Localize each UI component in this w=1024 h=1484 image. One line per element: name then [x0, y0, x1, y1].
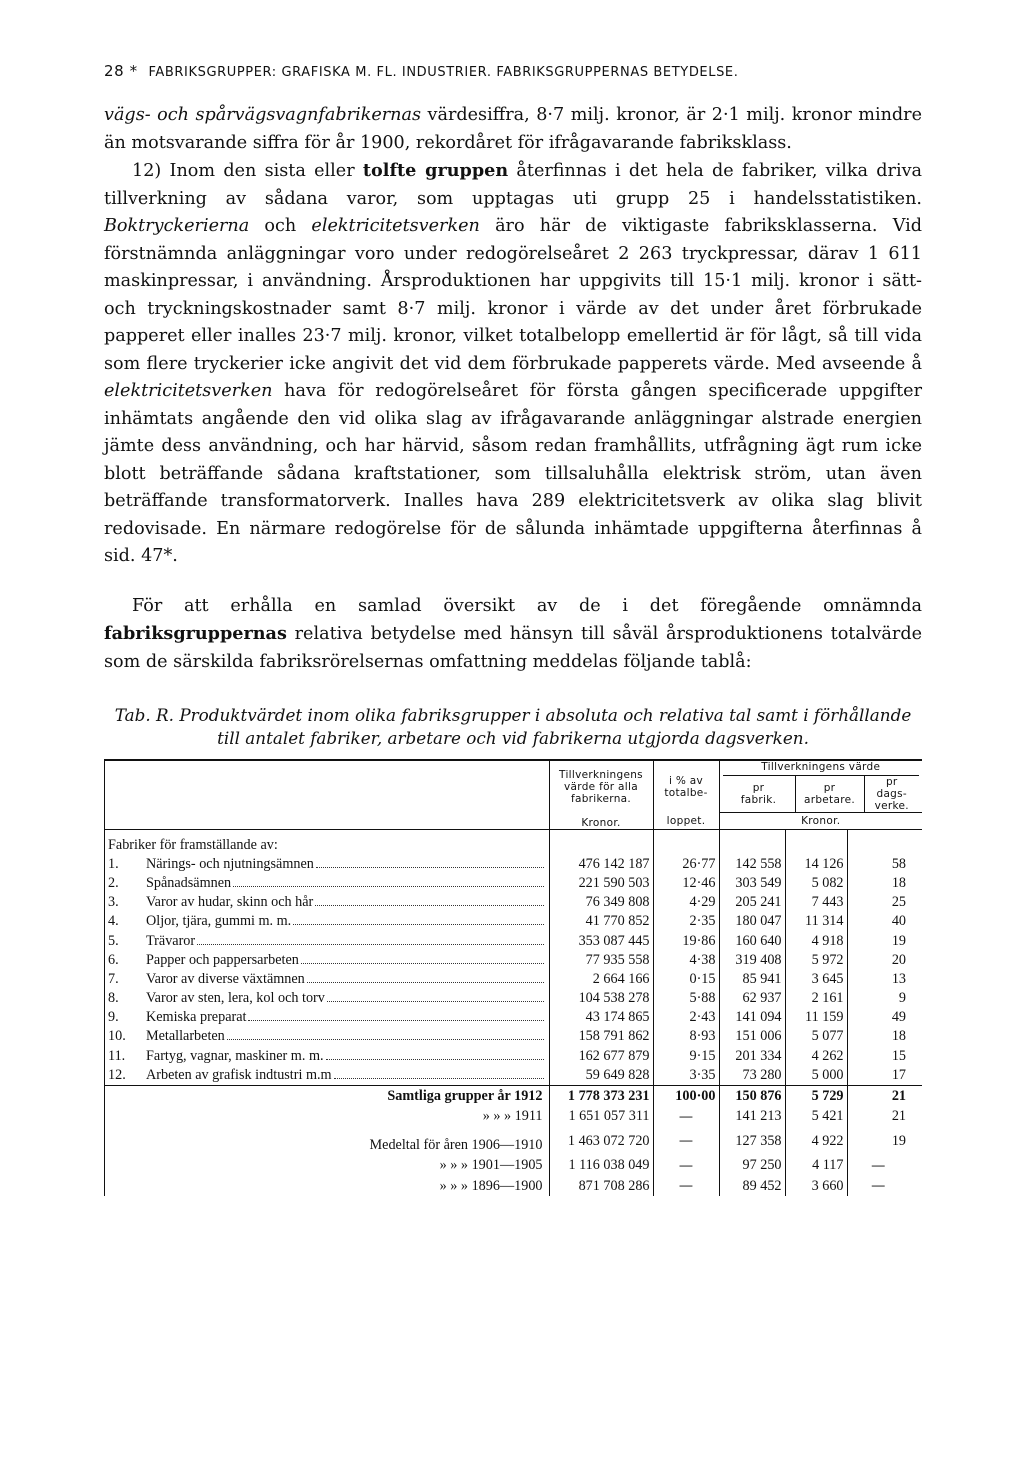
cell-per-day: 9	[847, 989, 922, 1008]
row-label-cell	[143, 989, 549, 1008]
cell-pct: 19·86	[653, 931, 719, 950]
paragraph-3-text-a: För att erhålla en samlad översikt av de i det föregående omnämnda	[132, 595, 922, 616]
cell-value: 104 538 278	[549, 989, 653, 1008]
cell-per-worker: 7 443	[785, 893, 847, 912]
cell-pct: —	[653, 1106, 719, 1127]
header-text: arbetare.	[803, 794, 855, 806]
leader-dots	[248, 1020, 543, 1021]
cell-pct: 4·29	[653, 893, 719, 912]
header-col-per-day	[864, 776, 919, 812]
table-caption	[104, 704, 922, 749]
row-label: Varor av diverse växtämnen	[146, 970, 305, 987]
summary-label: Medeltal för åren 1906—1910	[369, 1136, 543, 1153]
leader-dots	[301, 963, 544, 964]
bold-term: tolfte gruppen	[362, 160, 509, 181]
paragraph-1	[104, 102, 922, 157]
cell-pct: 9·15	[653, 1047, 719, 1066]
cell-per-day: 15	[847, 1047, 922, 1066]
table-row	[105, 1008, 922, 1027]
cell-pct: 26·77	[653, 855, 719, 874]
leader-dots	[315, 905, 543, 906]
italic-term: Boktryckerierna	[104, 216, 250, 236]
caption-label: Tab. R.	[114, 705, 174, 725]
cell-pct: 100·00	[653, 1085, 719, 1106]
cell-per-factory: 85 941	[719, 970, 785, 989]
cell-per-factory: 141 094	[719, 1008, 785, 1027]
cell-per-day: —	[847, 1155, 922, 1176]
cell-value: 162 677 879	[549, 1047, 653, 1066]
header-col-pct	[653, 761, 719, 813]
cell-per-worker: 14 126	[785, 855, 847, 874]
header-col-per-factory	[723, 776, 796, 812]
cell-pct: —	[653, 1155, 719, 1176]
section-label: Fabriker för framställande av:	[108, 836, 278, 853]
cell-per-day: 40	[847, 912, 922, 931]
cell-per-factory: 205 241	[719, 893, 785, 912]
header-text: pr	[885, 776, 898, 788]
row-number: 6.	[108, 951, 119, 968]
cell-value: 1 116 038 049	[549, 1155, 653, 1176]
leader-dots	[197, 944, 543, 945]
cell-per-factory: 73 280	[719, 1066, 785, 1086]
table-row	[105, 989, 922, 1008]
cell-per-worker: 2 161	[785, 989, 847, 1008]
cell-per-worker: 4 922	[785, 1127, 847, 1156]
cell-per-day: 13	[847, 970, 922, 989]
paragraph-2-text-b: återfinnas i det hela de fabriker, vilka driva tillverkning av sådana varor, som upptagas uti grupp 25 i handelsstatistiken.	[104, 161, 923, 209]
row-number: 8.	[108, 990, 119, 1007]
row-label-cell	[143, 931, 549, 950]
cell-per-worker: 5 077	[785, 1027, 847, 1046]
header-text: värde för alla	[564, 780, 638, 793]
bold-term: fabriksgruppernas	[104, 623, 287, 644]
cell-per-factory: 89 452	[719, 1176, 785, 1197]
cell-per-factory: 62 937	[719, 989, 785, 1008]
cell-pct: —	[653, 1127, 719, 1156]
table-row	[105, 874, 922, 893]
header-text: fabrikerna.	[570, 792, 632, 805]
cell-per-factory: 303 549	[719, 874, 785, 893]
row-number: 2.	[108, 874, 119, 891]
row-number: 5.	[108, 932, 119, 949]
row-label: Trävaror	[146, 932, 196, 949]
paragraph-2-text-c: och	[264, 216, 297, 236]
row-label: Papper och pappersarbeten	[146, 951, 299, 968]
cell-per-factory: 97 250	[719, 1155, 785, 1176]
running-header	[104, 62, 922, 80]
cell-per-day: 21	[847, 1106, 922, 1127]
cell-per-worker: 11 314	[785, 912, 847, 931]
cell-per-worker: 5 082	[785, 874, 847, 893]
row-number: 3.	[108, 894, 119, 911]
cell-value: 871 708 286	[549, 1176, 653, 1197]
summary-row	[105, 1127, 922, 1156]
paragraph-3	[104, 593, 922, 677]
cell-pct: 0·15	[653, 970, 719, 989]
table-row	[105, 1027, 922, 1046]
row-label-cell	[143, 1027, 549, 1046]
row-label: Kemiska preparat	[146, 1009, 247, 1026]
cell-value: 353 087 445	[549, 931, 653, 950]
header-spacer	[105, 761, 549, 829]
cell-value: 43 174 865	[549, 1008, 653, 1027]
cell-pct: 2·43	[653, 1008, 719, 1027]
leader-dots	[307, 982, 544, 983]
table-row	[105, 931, 922, 950]
italic-term: elektricitetsverken	[311, 216, 480, 236]
cell-per-factory: 142 558	[719, 855, 785, 874]
page-number: 28 *	[104, 62, 138, 80]
table-row	[105, 970, 922, 989]
italic-term: elektricitetsverken	[104, 381, 273, 401]
row-label-cell	[143, 874, 549, 893]
summary-row	[105, 1155, 922, 1176]
summary-label: Samtliga grupper år 1912	[387, 1087, 543, 1104]
cell-per-factory: 180 047	[719, 912, 785, 931]
cell-pct: 12·46	[653, 874, 719, 893]
cell-per-worker: 3 660	[785, 1176, 847, 1197]
summary-label: » » » 1901—1905	[439, 1157, 543, 1174]
cell-value: 221 590 503	[549, 874, 653, 893]
row-label-cell	[143, 855, 549, 874]
cell-per-factory: 201 334	[719, 1047, 785, 1066]
cell-per-worker: 11 159	[785, 1008, 847, 1027]
cell-per-day: 18	[847, 1027, 922, 1046]
summary-row	[105, 1085, 922, 1106]
summary-row	[105, 1106, 922, 1127]
header-text: Tillverkningens	[559, 768, 643, 781]
cell-pct: 3·35	[653, 1066, 719, 1086]
row-number: 7.	[108, 970, 119, 987]
summary-row	[105, 1176, 922, 1197]
row-label: Varor av hudar, skinn och hår	[146, 894, 314, 911]
italic-term: vägs- och spårvägsvagnfabrikernas	[104, 105, 422, 125]
cell-value: 1 463 072 720	[549, 1127, 653, 1156]
row-label-cell	[143, 970, 549, 989]
cell-value: 77 935 558	[549, 951, 653, 970]
data-table	[104, 759, 922, 1196]
row-label: Fartyg, vagnar, maskiner m. m.	[146, 1047, 324, 1064]
cell-pct: 2·35	[653, 912, 719, 931]
table-row	[105, 1047, 922, 1066]
paragraph-1-text: värdesiffra, 8·7 milj. kronor, är 2·1 milj. kronor mindre än motsvarande siffra för år 1900, rekordåret för ifrågavarande fabriksklass.	[104, 105, 922, 153]
leader-dots	[327, 1001, 544, 1002]
table-row	[105, 951, 922, 970]
header-group	[719, 761, 922, 813]
row-number: 1.	[108, 855, 119, 872]
cell-per-day: 49	[847, 1008, 922, 1027]
document-page	[104, 62, 922, 1196]
row-label: Oljor, tjära, gummi m. m.	[146, 913, 292, 930]
cell-per-day: 18	[847, 874, 922, 893]
leader-dots	[326, 1059, 544, 1060]
cell-per-factory: 160 640	[719, 931, 785, 950]
header-unit: Kronor.	[719, 813, 922, 830]
cell-per-worker: 5 421	[785, 1106, 847, 1127]
cell-per-day: 17	[847, 1066, 922, 1086]
cell-value: 1 651 057 311	[549, 1106, 653, 1127]
cell-value: 2 664 166	[549, 970, 653, 989]
header-col-value	[549, 761, 653, 813]
leader-dots	[227, 1039, 544, 1040]
row-label: Varor av sten, lera, kol och torv	[146, 990, 325, 1007]
header-text: fabrik.	[740, 794, 777, 806]
header-text: totalbe-	[664, 786, 708, 799]
row-number: 11.	[108, 1047, 126, 1064]
row-number: 9.	[108, 1009, 119, 1026]
cell-per-factory: 127 358	[719, 1127, 785, 1156]
cell-value: 76 349 808	[549, 893, 653, 912]
paragraph-2-text-a: 12) Inom den sista eller	[132, 161, 355, 181]
row-number: 12.	[108, 1066, 126, 1083]
cell-per-factory: 141 213	[719, 1106, 785, 1127]
cell-per-worker: 3 645	[785, 970, 847, 989]
header-text: verke.	[874, 800, 909, 812]
header-text: i % av	[668, 774, 704, 787]
cell-per-factory: 319 408	[719, 951, 785, 970]
cell-per-day: 19	[847, 1127, 922, 1156]
cell-pct: 8·93	[653, 1027, 719, 1046]
row-label-cell	[143, 1008, 549, 1027]
row-label-cell	[143, 951, 549, 970]
header-text: loppet.	[653, 813, 719, 830]
header-unit: Kronor.	[549, 813, 653, 830]
table-row	[105, 855, 922, 874]
table-row	[105, 893, 922, 912]
cell-per-worker: 5 000	[785, 1066, 847, 1086]
cell-value: 59 649 828	[549, 1066, 653, 1086]
caption-text: Produktvärdet inom olika fabriksgrupper i absoluta och relativa tal samt i förhållande till antalet fabriker, arbetare och vid fabrikerna utgjorda dagsverken.	[179, 705, 912, 748]
cell-per-day: —	[847, 1176, 922, 1197]
cell-pct: 5·88	[653, 989, 719, 1008]
row-label-cell	[143, 1066, 549, 1086]
header-text: pr	[823, 782, 836, 794]
cell-per-day: 20	[847, 951, 922, 970]
row-label: Arbeten av grafisk indtustri m.m	[146, 1066, 332, 1083]
summary-label: » » » 1911	[482, 1108, 543, 1125]
summary-label: » » » 1896—1900	[439, 1177, 543, 1194]
cell-per-day: 25	[847, 893, 922, 912]
row-label: Metallarbeten	[146, 1028, 225, 1045]
paragraph-2-text-d: äro här de viktigaste fabriksklasserna. Vid förstnämnda anläggningar voro under redogörelseåret 2 263 tryckpressar, därav 1 611 maskinpressar, i användning. Årsproduktionen har uppgivits till 15·1 milj. kronor i sätt- och tryckningskostnader samt 8·7 milj. kronor i värde av det under året förbrukade papperet eller inalles 23·7 milj. kronor, vilket totalbelopp emellertid är för lågt, så till vida som flere tryckerier icke angivit det vid dem förbrukade papperets värde. Med avseende å	[104, 216, 922, 374]
leader-dots	[293, 924, 543, 925]
cell-per-worker: 5 972	[785, 951, 847, 970]
leader-dots	[334, 1078, 544, 1079]
header-text: pr	[752, 782, 765, 794]
body-text	[104, 102, 922, 676]
paragraph-2	[104, 157, 922, 571]
row-label-cell	[143, 912, 549, 931]
cell-per-worker: 5 729	[785, 1085, 847, 1106]
table-row	[105, 1066, 922, 1086]
header-group-label: Tillverkningens värde	[723, 761, 920, 776]
row-label: Spånadsämnen	[146, 874, 232, 891]
row-label-cell	[143, 893, 549, 912]
row-number: 10.	[108, 1028, 126, 1045]
row-label-cell	[143, 1047, 549, 1066]
cell-per-worker: 4 918	[785, 931, 847, 950]
cell-per-day: 21	[847, 1085, 922, 1106]
cell-value: 476 142 187	[549, 855, 653, 874]
cell-per-worker: 4 117	[785, 1155, 847, 1176]
paragraph-3-text-b: relativa betydelse med hänsyn till såväl årsproduktionens totalvärde som de särskilda fabriksrörelsernas omfattning meddelas följande tablå:	[104, 624, 922, 672]
cell-per-day: 58	[847, 855, 922, 874]
paragraph-2-text-e: hava för redogörelseåret för första gången specificerade uppgifter inhämtats angående den vid olika slag av ifrågavarande anläggningar alstrade energien jämte dess användning, och har härvid, såsom redan framhållits, utfrågning ägt rum icke blott beträffande sådana kraftstationer, som tillsaluhålla elektrisk ström, utan även beträffande transformatorverk. Inalles hava 289 elektricitetsverk av olika slag blivit redovisade. En närmare redogörelse för de sålunda inhämtade uppgifterna återfinnas å sid. 47*.	[104, 381, 922, 566]
cell-per-factory: 150 876	[719, 1085, 785, 1106]
header-text: dags-	[876, 788, 908, 800]
cell-value: 41 770 852	[549, 912, 653, 931]
cell-per-worker: 4 262	[785, 1047, 847, 1066]
header-col-per-worker	[795, 776, 864, 812]
cell-value: 1 778 373 231	[549, 1085, 653, 1106]
row-number: 4.	[108, 913, 119, 930]
row-label: Närings- och njutningsämnen	[146, 855, 314, 872]
cell-pct: —	[653, 1176, 719, 1197]
leader-dots	[316, 867, 544, 868]
cell-value: 158 791 862	[549, 1027, 653, 1046]
cell-per-day: 19	[847, 931, 922, 950]
cell-pct: 4·38	[653, 951, 719, 970]
cell-per-factory: 151 006	[719, 1027, 785, 1046]
running-title: FABRIKSGRUPPER: GRAFISKA M. FL. INDUSTRIER. FABRIKSGRUPPERNAS BETYDELSE.	[148, 65, 739, 80]
table-row	[105, 912, 922, 931]
leader-dots	[233, 886, 543, 887]
